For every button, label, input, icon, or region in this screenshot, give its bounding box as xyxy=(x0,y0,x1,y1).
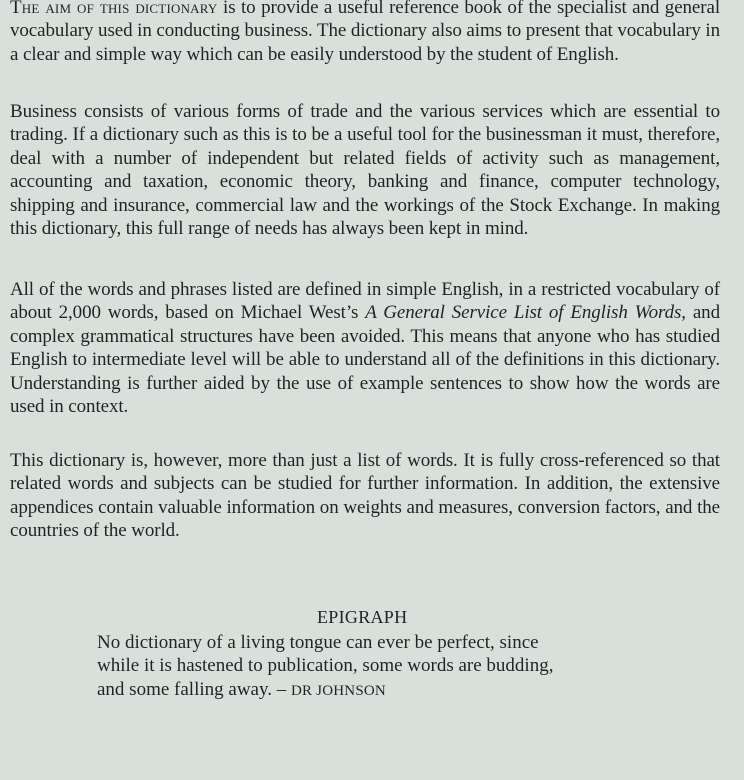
epigraph-line-3 xyxy=(97,678,657,703)
definitions-paragraph xyxy=(10,278,720,418)
intro-body-text: is to provide a useful reference book of the specialist and general vocabulary used in conducting business. The dictionary also aims to present that vocabulary in a clear and simple way which can be easily understood by the student of English. xyxy=(10,0,721,65)
cross-reference-paragraph: This dictionary is, however, more than just a list of words. It is fully cross-referenced so that related words and subjects can be studied for further information. In addition, the extensive appendices contain valuable information on weights and measures, conversion factors, and the countries of the world. xyxy=(10,450,720,542)
epigraph-line-2: while it is hastened to publication, some words are budding, xyxy=(97,655,554,677)
intro-paragraph xyxy=(10,0,720,66)
epigraph-author: DR JOHNSON xyxy=(291,682,386,699)
epigraph-line-1: No dictionary of a living tongue can ever be perfect, since xyxy=(97,632,539,653)
book-title: A General Service List of English Words xyxy=(365,302,682,324)
business-paragraph: Business consists of various forms of trade and the various services which are essential to trading. If a dictionary such as this is to be a useful tool for the businessman it must, therefore, deal with a number of independent but related fields of activity such as management, accounting and taxation, economic theory, banking and finance, computer technology, shipping and insurance, commercial law and the workings of the Stock Exchange. In making this dictionary, this full range of needs has always been kept in mind. xyxy=(10,101,720,240)
epigraph-quote-end: and some falling away. – xyxy=(97,678,287,700)
intro-lead-text: The aim of this dictionary xyxy=(10,0,218,18)
definitions-text-end: , and complex grammatical structures have been avoided. This means that anyone who has studied English to intermediate level will be able to understand all of the definitions in this dictionary. Understanding is further aided by the use of example sentences to show how the words are used in context. xyxy=(10,302,720,418)
definitions-text-start: All of the words and phrases listed are defined in simple English, in a restricted vocabulary of about 2,000 words, based on Michael West’s xyxy=(10,279,720,324)
epigraph-block xyxy=(97,605,657,703)
epigraph-title: EPIGRAPH xyxy=(317,607,408,627)
